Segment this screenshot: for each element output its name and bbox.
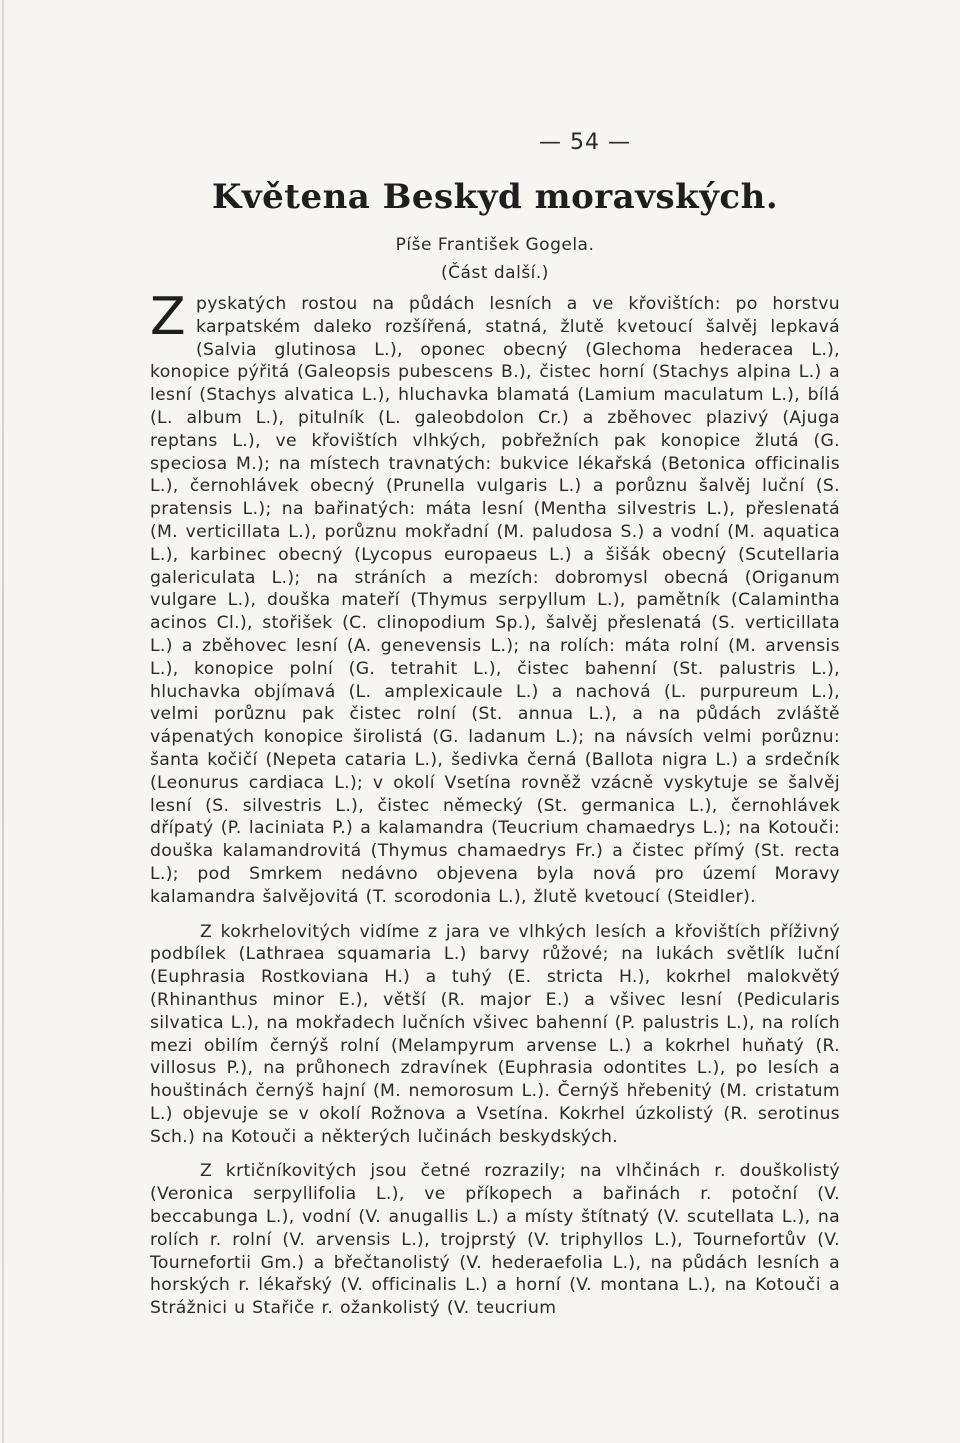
paragraph-1-text: pyskatých rostou na půdách lesních a ve křovištích: po horstvu karpatském daleko rozšířená, statná, žlutě kvetoucí šalvěj lepkavá (Salvia glutinosa L.), oponec obecný (Glechoma hederacea L.), konopice pýřitá (Galeopsis pubescens B.), čistec horní (Stachys alpina L.) a lesní (Stachys alvatica L.), hluchavka blamatá (Lamium maculatum L.), bílá (L. album L.), pitulník (L. galeobdolon Cr.) a zběhovec plazivý (Ajuga reptans L.), ve křovištích vlhkých, pobřežních pak konopice žlutá (G. speciosa M.); na místech travnatých: bukvice lékařská (Betonica officinalis L.), černohlávek obecný (Prunella vulgaris L.) a porůznu šalvěj luční (S. pratensis L.); na bařinatých: máta lesní (Mentha silvestris L.), přeslenatá (M. verticillata L.), porůznu mokřadní (M. paludosa S.) a vodní (M. aquatica L.), karbinec obecný (Lycopus europaeus L.) a šišák obecný (Scutellaria galericulata L.); na stráních a mezích: dobromysl obecná (Origanum vulgare L.), douška mateří (Thymus serpyllum L.), pamětník (Calamintha acinos Cl.), stořišek (C. clinopodium Sp.), šalvěj přeslenatá (S. verticillata L.) a zběhovec lesní (A. genevensis L.); na rolích: máta rolní (M. arvensis L.), konopice polní (G. tetrahit L.), čistec bahenní (St. palustris L.), hluchavka objímavá (L. amplexicaule L.) a nachová (L. purpureum L.), velmi porůznu pak čistec rolní (St. annua L.), a na půdách zvláště vápenatých konopice širolistá (G. ladanum L.); na návsích velmi porůznu: šanta kočičí (Nepeta cataria L.), šedivka černá (Ballota nigra L.) a srdečník (Leonurus cardiaca L.); v okolí Vsetína rovněž vzácně vyskytuje se šalvěj lesní (S. silvestris L.), čistec německý (St. germanica L.), černohlávek dřípatý (P. laciniata P.) a kalamandra (Teucrium chamaedrys L.); na Kotouči: douška kalamandrovitá (Thymus chamaedrys Fr.) a čistec přímý (St. recta L.); pod Smrkem nedávno objevena byla nová pro území Moravy kalamandra šalvějovitá (T. scorodonia L.), žlutě kvetoucí (Steidler).	[150, 294, 840, 907]
article-subtitle: (Část další.)	[441, 263, 549, 283]
article-title: Květena Beskyd moravských.	[211, 177, 779, 217]
paragraph-1	[150, 287, 840, 909]
paragraph-2: Z kokrhelovitých vidíme z jara ve vlhkých lesích a křovištích příživný podbílek (Lathraea squamaria L.) barvy růžové; na lukách světlík luční (Euphrasia Rostkoviana H.) a tuhý (E. stricta H.), kokrhel malokvětý (Rhinanthus minor E.), větší (R. major E.) a všivec lesní (Pedicularis silvatica L.), na mokřadech lučních všivec bahenní (P. palustris L.), na rolích mezi obilím černýš rolní (Melampyrum arvense L.) a kokrhel huňatý (R. villosus P.), na průhonech zdravínek (Euphrasia odontites L.), po lesích a houštinách černýš hajní (M. nemorosum L.). Černýš hřebenitý (M. cristatum L.) objevuje se v okolí Rožnova a Vsetína. Kokrhel úzkolistý (R. serotinus Sch.) na Kotouči a některých lučinách beskydských.	[150, 921, 840, 1147]
document-page	[150, 130, 840, 1332]
page-number: — 54 —	[539, 130, 631, 155]
drop-cap: Z	[150, 287, 186, 347]
article-author: Píše František Gogela.	[395, 235, 595, 255]
article-body	[150, 287, 840, 1320]
scan-edge	[2, 0, 4, 1443]
paragraph-3: Z krtičníkovitých jsou četné rozrazily; na vlhčinách r. douškolistý (Veronica serpyllifolia L.), ve příkopech a bařinách r. potoční (V. beccabunga L.), vodní (V. anugallis L.) a místy štítnatý (V. scutellata L.), na rolích r. rolní (V. arvensis L.), trojprstý (V. triphyllos L.), Tournefortův (V. Tournefortii Gm.) a břečtanolistý (V. hederaefolia L.), na půdách lesních a horských r. lékařský (V. officinalis L.) a horní (V. montana L.), na Kotouči a Strážnici u Stařiče r. ožankolistý (V. teucrium	[150, 1161, 840, 1319]
